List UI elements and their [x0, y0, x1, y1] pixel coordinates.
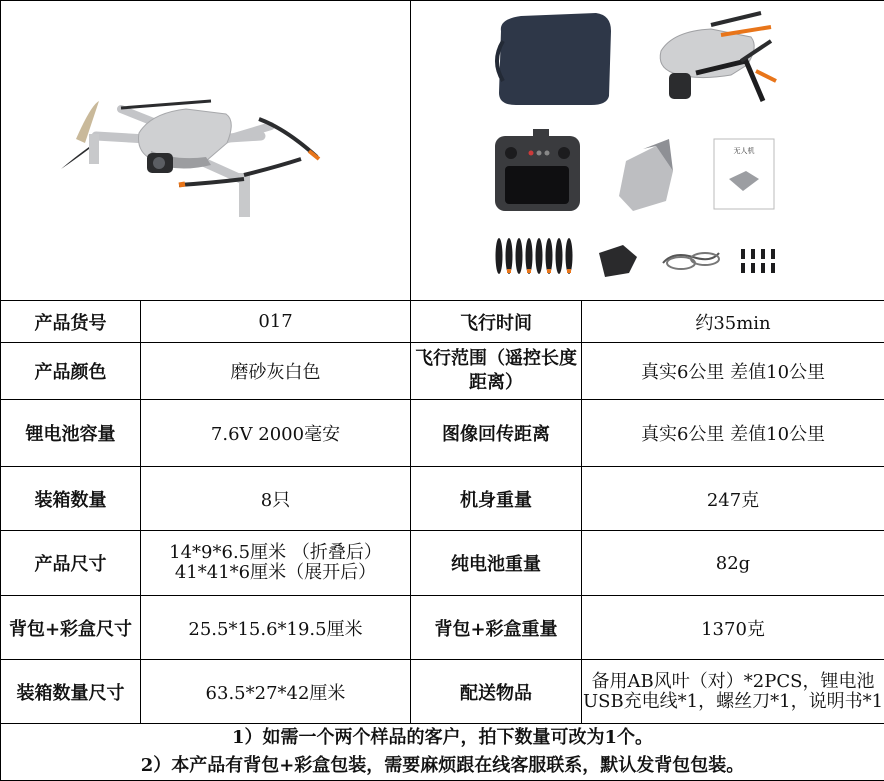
- label-battery-capacity: 锂电池容量: [1, 400, 141, 467]
- value-battery-weight: 82g: [582, 531, 884, 596]
- label-product-number: 产品货号: [1, 301, 141, 343]
- value-package-size: 25.5*15.6*19.5厘米: [141, 596, 411, 660]
- label-package-weight: 背包+彩盒重量: [411, 596, 582, 660]
- drone-image: [1, 1, 411, 300]
- label-carton-quantity: 装箱数量: [1, 467, 141, 531]
- table-row: [1, 531, 884, 596]
- value-image-transmission-range: 真实6公里 差值10公里: [582, 400, 884, 467]
- box-label: 无人机: [734, 146, 755, 155]
- value-carton-quantity: 8只: [141, 467, 411, 531]
- notes-row: [1, 724, 884, 781]
- table-row: [1, 467, 884, 531]
- note-packaging: 2）本产品有背包+彩盒包装，需要麻烦跟在线客服联系，默认发背包包装。: [1, 752, 884, 780]
- accessories-image: [411, 1, 884, 300]
- table-row: [1, 343, 884, 400]
- note-sample-orders: 1）如需一个两个样品的客户，拍下数量可改为1个。: [1, 724, 884, 752]
- label-flight-time: 飞行时间: [411, 301, 582, 343]
- value-product-size: [141, 531, 411, 596]
- notes-cell: [1, 724, 884, 781]
- label-carton-size: 装箱数量尺寸: [1, 660, 141, 724]
- value-body-weight: 247克: [582, 467, 884, 531]
- value-battery-capacity: 7.6V 2000毫安: [141, 400, 411, 467]
- label-flight-range: 飞行范围（遥控长度距离）: [411, 343, 582, 400]
- value-flight-time: 约35min: [582, 301, 884, 343]
- accessories-photo-cell: [411, 1, 884, 301]
- table-row: [1, 596, 884, 660]
- value-flight-range: 真实6公里 差值10公里: [582, 343, 884, 400]
- product-size-folded: 14*9*6.5厘米 （折叠后）: [141, 543, 410, 563]
- label-body-weight: 机身重量: [411, 467, 582, 531]
- value-carton-size: 63.5*27*42厘米: [141, 660, 411, 724]
- product-size-unfolded: 41*41*6厘米（展开后）: [141, 563, 410, 583]
- label-product-size: 产品尺寸: [1, 531, 141, 596]
- label-product-color: 产品颜色: [1, 343, 141, 400]
- table-row: [1, 301, 884, 343]
- value-product-number: 017: [141, 301, 411, 343]
- value-included-items: 备用AB风叶（对）*2PCS，锂电池USB充电线*1，螺丝刀*1，说明书*1: [582, 660, 884, 724]
- label-battery-weight: 纯电池重量: [411, 531, 582, 596]
- label-package-size: 背包+彩盒尺寸: [1, 596, 141, 660]
- label-image-transmission-range: 图像回传距离: [411, 400, 582, 467]
- drone-photo-cell: [1, 1, 411, 301]
- value-product-color: 磨砂灰白色: [141, 343, 411, 400]
- table-row: [1, 660, 884, 724]
- value-package-weight: 1370克: [582, 596, 884, 660]
- label-included-items: 配送物品: [411, 660, 582, 724]
- table-row: [1, 400, 884, 467]
